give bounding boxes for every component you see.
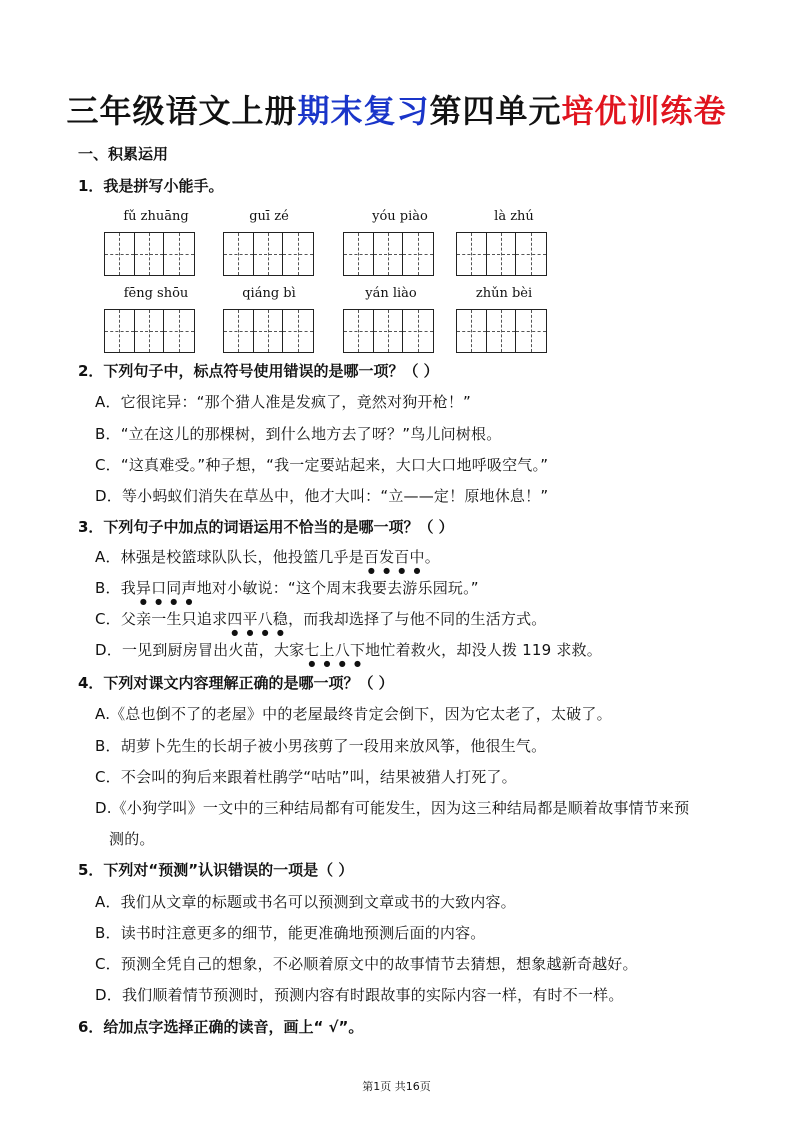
dotted-word: 百发百中 [363, 548, 425, 566]
question-3-option-a[interactable] [95, 546, 440, 575]
question-4-option-d[interactable]: D.《小狗学叫》一文中的三种结局都有可能发生，因为这三种结局都是顺着故事情节来预 [95, 799, 690, 817]
writing-grid[interactable] [456, 232, 547, 276]
question-5-stem: 5．下列对“预测”认识错误的一项是（ ） [78, 861, 354, 879]
question-3-stem: 3．下列句子中加点的词语运用不恰当的是哪一项？（ ） [78, 518, 454, 536]
pinyin-label: fǔ zhuāng [123, 209, 189, 224]
title-part-2: 期末复习 [297, 92, 430, 130]
question-4-option-c[interactable]: C．不会叫的狗后来跟着杜鹃学“咕咕”叫，结果被猎人打死了。 [95, 768, 517, 786]
title-part-4: 培优训练卷 [561, 92, 727, 130]
option-text: 地忙着救火，却没人拨 119 求救。 [365, 641, 602, 659]
writing-grid[interactable] [104, 232, 195, 276]
option-text: B．我 [95, 579, 136, 597]
question-4-option-a[interactable]: A.《总也倒不了的老屋》中的老屋最终肯定会倒下，因为它太老了，太破了。 [95, 705, 612, 723]
question-3-option-b[interactable] [95, 577, 479, 606]
writing-grid[interactable] [456, 309, 547, 353]
question-2-option-d[interactable]: D．等小蚂蚁们消失在草丛中，他才大叫：“立——定！原地休息！” [95, 487, 549, 505]
writing-grid[interactable] [104, 309, 195, 353]
pinyin-label: yán liào [365, 286, 417, 301]
question-4-option-d-continued: 测的。 [109, 830, 155, 848]
question-5-option-c[interactable]: C．预测全凭自己的想象，不必顺着原文中的故事情节去猜想，想象越新奇越好。 [95, 955, 638, 973]
question-3-option-d[interactable] [95, 639, 602, 668]
pinyin-label: zhǔn bèi [475, 286, 533, 301]
pinyin-label: guī zé [249, 209, 289, 224]
writing-grid[interactable] [343, 309, 434, 353]
question-4-stem: 4．下列对课文内容理解正确的是哪一项？（ ） [78, 674, 394, 692]
dotted-word: 异口同声 [135, 579, 197, 597]
page-footer: 第1页 共16页 [362, 1080, 431, 1093]
section-heading: 一、积累运用 [78, 145, 169, 163]
option-text: C．父亲一生只追求 [95, 610, 228, 628]
pinyin-label: fēng shōu [123, 286, 189, 301]
question-1-stem: 1．我是拼写小能手。 [78, 177, 224, 195]
option-text: 。 [424, 548, 440, 566]
question-2-option-b[interactable]: B．“立在这儿的那棵树，到什么地方去了呀？”鸟儿问树根。 [95, 425, 502, 443]
dotted-word: 七上八下 [304, 641, 366, 659]
pinyin-label: yóu piào [372, 209, 428, 224]
question-5-option-b[interactable]: B．读书时注意更多的细节，能更准确地预测后面的内容。 [95, 924, 486, 942]
question-6-stem: 6．给加点字选择正确的读音，画上“ √”。 [78, 1018, 364, 1036]
option-text: A．林强是校篮球队队长，他投篮几乎是 [95, 548, 364, 566]
question-5-option-a[interactable]: A．我们从文章的标题或书名可以预测到文章或书的大致内容。 [95, 893, 516, 911]
option-text: D．一见到厨房冒出火苗，大家 [95, 641, 305, 659]
question-4-option-b[interactable]: B．胡萝卜先生的长胡子被小男孩剪了一段用来放风筝，他很生气。 [95, 737, 547, 755]
question-2-option-c[interactable]: C．“这真难受。”种子想，“我一定要站起来，大口大口地呼吸空气。” [95, 456, 549, 474]
title-part-3: 第四单元 [429, 92, 562, 130]
dotted-word: 四平八稳 [227, 610, 289, 628]
page-title [0, 86, 793, 132]
question-5-option-d[interactable]: D．我们顺着情节预测时，预测内容有时跟故事的实际内容一样，有时不一样。 [95, 986, 624, 1004]
question-3-option-c[interactable] [95, 608, 547, 637]
writing-grid[interactable] [223, 232, 314, 276]
option-text: ，而我却选择了与他不同的生活方式。 [288, 610, 547, 628]
writing-grid[interactable] [223, 309, 314, 353]
pinyin-label: là zhú [494, 209, 534, 224]
writing-grid[interactable] [343, 232, 434, 276]
pinyin-label: qiáng bì [242, 286, 296, 301]
title-part-1: 三年级语文上册 [66, 92, 298, 130]
question-2-stem: 2．下列句子中，标点符号使用错误的是哪一项？（ ） [78, 362, 439, 380]
question-2-option-a[interactable]: A．它很诧异：“那个猎人准是发疯了，竟然对狗开枪！” [95, 393, 472, 411]
option-text: 地对小敏说：“这个周末我要去游乐园玩。” [196, 579, 479, 597]
